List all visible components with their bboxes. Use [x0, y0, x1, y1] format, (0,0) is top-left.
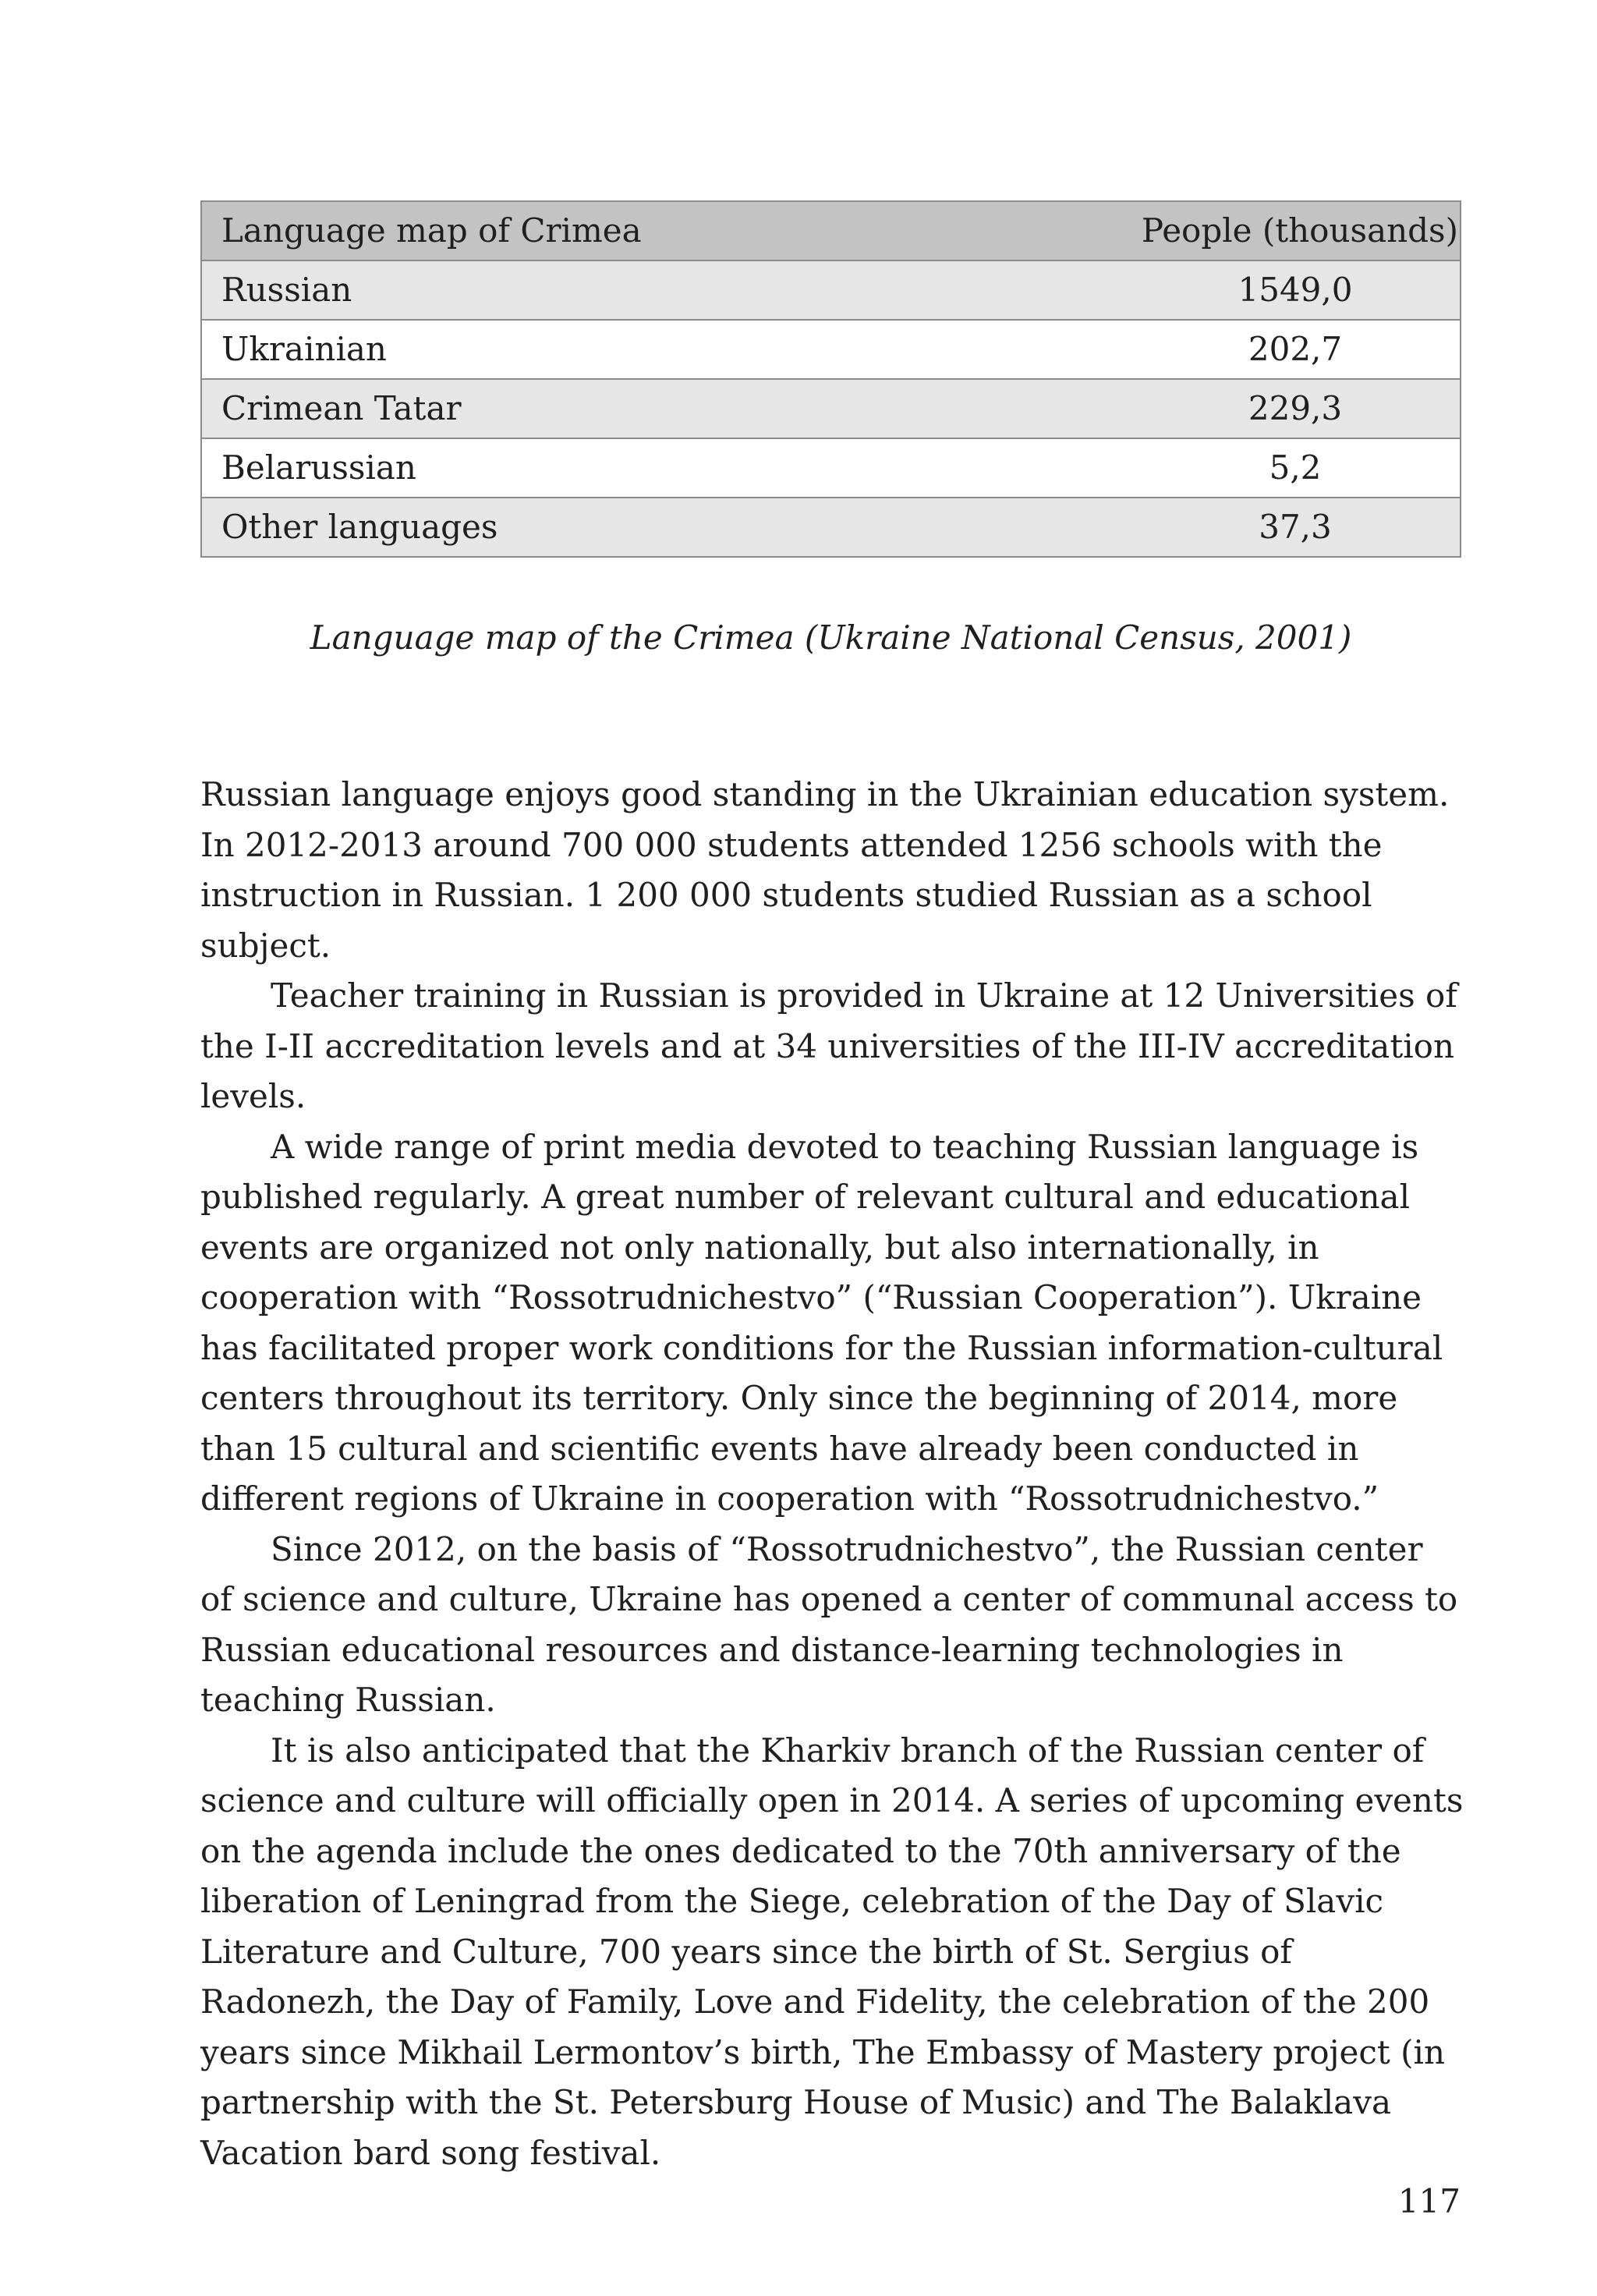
table-cell-people: 202,7	[1131, 320, 1461, 379]
table-row	[201, 498, 1461, 557]
table-cell-people: 5,2	[1131, 438, 1461, 498]
table-cell-people: 229,3	[1131, 379, 1461, 438]
table-header-row	[201, 201, 1461, 260]
table-row	[201, 438, 1461, 498]
table-cell-people: 37,3	[1131, 498, 1461, 557]
table-cell-language: Belarussian	[201, 438, 1131, 498]
paragraph: It is also anticipated that the Kharkiv branch of the Russian center of science and culture will officially open in 2014. A series of upcoming events on the agenda include the ones dedicated to the 70th anniversary of the liberation of Leningrad from the Siege, celebration of the Day of Slavic Literature and Culture, 700 years since the birth of St. Sergius of Radonezh, the Day of Family, Love and Fidelity, the celebration of the 200 years since Mikhail Lermontov’s birth, The Embassy of Mastery project (in partnership with the St. Petersburg House of Music) and The Balaklava Vacation bard song festival.	[200, 1731, 1464, 2172]
table-row	[201, 320, 1461, 379]
paragraph: Teacher training in Russian is provided in Ukraine at 12 Universities of the I-II accreditation levels and at 34 universities of the III-IV accreditation levels.	[200, 976, 1457, 1115]
table-cell-language: Russian	[201, 260, 1131, 320]
body-text	[200, 770, 1464, 2178]
paragraph: Russian language enjoys good standing in the Ukrainian education system. In 2012-2013 around 700 000 students attended 1256 schools with the instruction in Russian. 1 200 000 students studied Russian as a school subject.	[200, 775, 1450, 965]
language-table	[200, 200, 1461, 558]
table-caption: Language map of the Crimea (Ukraine National Census, 2001)	[310, 618, 1352, 657]
table-row	[201, 260, 1461, 320]
table-header-language: Language map of Crimea	[201, 201, 1131, 260]
table-cell-language: Crimean Tatar	[201, 379, 1131, 438]
table-cell-people: 1549,0	[1131, 260, 1461, 320]
table-row	[201, 379, 1461, 438]
paragraph: A wide range of print media devoted to teaching Russian language is published regularly. A great number of relevant cultural and educational events are organized not only nationally, but also internationally, in cooperation with “Rossotrudnichestvo” (“Russian Cooperation”). Ukraine has facilitated proper work conditions for the Russian information-cultural centers throughout its territory. Only since the beginning of 2014, more than 15 cultural and scientific events have already been conducted in different regions of Ukraine in cooperation with “Rossotrudnichestvo.”	[200, 1127, 1443, 1518]
table-cell-language: Ukrainian	[201, 320, 1131, 379]
paragraph: Since 2012, on the basis of “Rossotrudnichestvo”, the Russian center of science and culture, Ukraine has opened a center of communal access to Russian educational resources and distance-learning technologies in teaching Russian.	[200, 1529, 1458, 1719]
table-cell-language: Other languages	[201, 498, 1131, 557]
table-header-people: People (thousands)	[1131, 201, 1461, 260]
page-number: 117	[1397, 2182, 1461, 2220]
